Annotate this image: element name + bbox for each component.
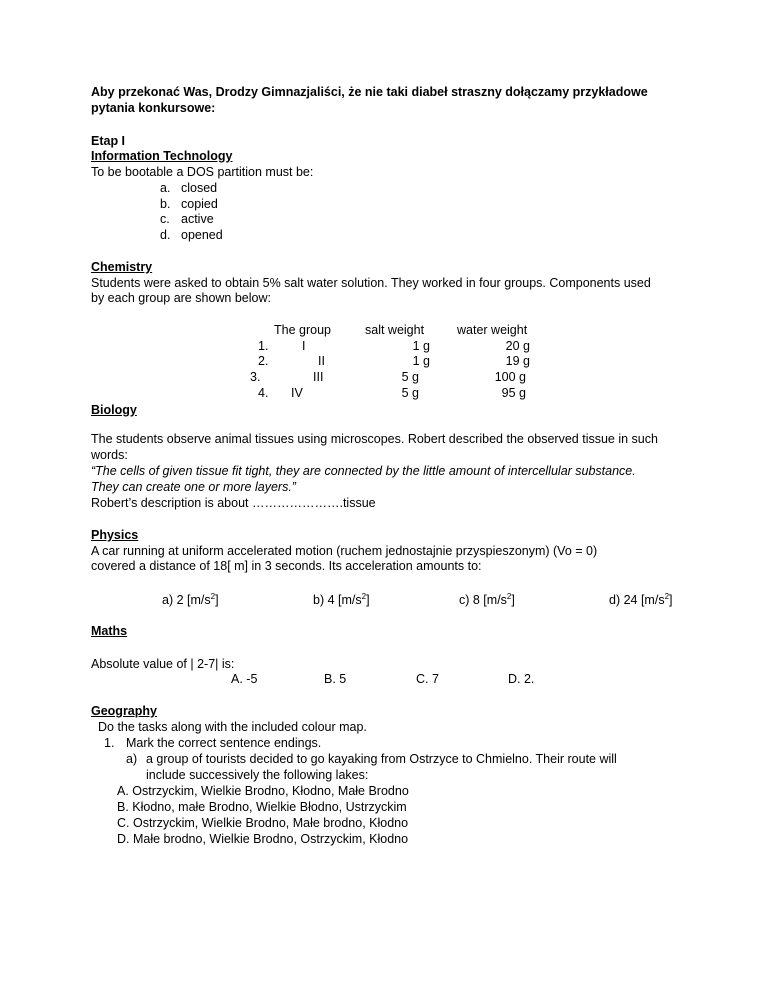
it-option-letter: c.: [160, 212, 170, 226]
maths-question: Absolute value of | 2-7| is:: [91, 657, 235, 671]
physics-option-a: a) 2 $[m/s^2]$: [162, 592, 219, 607]
table-row-num: 1.: [258, 339, 269, 353]
biology-line-3: Robert’s description is about ………………….tissue: [91, 496, 376, 510]
table-row-group: II: [318, 354, 325, 368]
geography-task: Mark the correct sentence endings.: [126, 736, 322, 750]
table-row-salt: 5 g: [401, 386, 419, 400]
geography-sub-letter: a): [126, 752, 138, 766]
physics-option-d: d) 24 $[m/s^2]$: [609, 592, 673, 607]
chemistry-heading: Chemistry: [91, 260, 153, 274]
geography-line-1: Do the tasks along with the included colour map.: [98, 720, 367, 734]
it-option-letter: b.: [160, 197, 171, 211]
chemistry-line-2: by each group are shown below:: [91, 291, 271, 305]
maths-option: A. -5: [231, 672, 258, 686]
table-row-water: 100 g: [494, 370, 526, 384]
it-option-letter: d.: [160, 228, 171, 242]
chemistry-line-1: Students were asked to obtain 5% salt water solution. They worked in four groups. Components used: [91, 276, 651, 290]
biology-line-2: words:: [91, 448, 128, 462]
maths-option: C. 7: [416, 672, 439, 686]
table-row-num: 4.: [258, 386, 269, 400]
table-row-num: 3.: [250, 370, 261, 384]
stage-label: Etap I: [91, 134, 126, 148]
geography-option: B. Kłodno, małe Brodno, Wielkie Błodno, Ustrzyckim: [117, 800, 407, 814]
table-row-water: 20 g: [505, 339, 530, 353]
table-row-salt: 1 g: [412, 354, 430, 368]
maths-option: B. 5: [324, 672, 347, 686]
table-row-group: III: [313, 370, 324, 384]
geography-sub-line-2: include successively the following lakes:: [146, 768, 369, 782]
table-row-water: 19 g: [505, 354, 530, 368]
physics-heading: Physics: [91, 528, 139, 542]
geography-sub-line-1: a group of tourists decided to go kayaking from Ostrzyce to Chmielno. Their route will: [146, 752, 617, 766]
biology-quote-1: “The cells of given tissue fit tight, they are connected by the little amount of intercellular substance.: [91, 464, 636, 478]
it-option-text: copied: [181, 197, 218, 211]
intro-line-1: Aby przekonać Was, Drodzy Gimnazjaliści, że nie taki diabeł straszny dołączamy przykładowe: [91, 85, 648, 99]
maths-option: D. 2.: [508, 672, 535, 686]
geography-task-number: 1.: [104, 736, 115, 750]
physics-option-b: b) 4 $[m/s^2]$: [313, 592, 370, 607]
biology-heading: Biology: [91, 403, 137, 417]
table-row-num: 2.: [258, 354, 269, 368]
it-question: To be bootable a DOS partition must be:: [91, 165, 314, 179]
maths-heading: Maths: [91, 624, 128, 638]
it-option-text: opened: [181, 228, 223, 242]
geography-option: A. Ostrzyckim, Wielkie Brodno, Kłodno, Małe Brodno: [117, 784, 409, 798]
table-row-group: I: [302, 339, 306, 353]
it-option-text: closed: [181, 181, 218, 195]
physics-option-c: c) 8 $[m/s^2]$: [459, 592, 515, 607]
geography-option: D. Małe brodno, Wielkie Brodno, Ostrzyckim, Kłodno: [117, 832, 409, 846]
geography-option: C. Ostrzyckim, Wielkie Brodno, Małe brodno, Kłodno: [117, 816, 409, 830]
physics-line-1: A car running at uniform accelerated motion (ruchem jednostajnie przyspieszonym) (Vo = 0): [91, 544, 598, 558]
physics-line-2: covered a distance of 18[ m] in 3 seconds. Its acceleration amounts to:: [91, 559, 482, 573]
table-header-salt: salt weight: [365, 323, 425, 337]
biology-line-1: The students observe animal tissues using microscopes. Robert described the observed tissue in such: [91, 432, 658, 446]
it-heading: Information Technology: [91, 149, 233, 163]
table-row-salt: 5 g: [401, 370, 419, 384]
biology-quote-2: They can create one or more layers.”: [91, 480, 296, 494]
intro-line-2: pytania konkursowe:: [91, 101, 216, 115]
geography-heading: Geography: [91, 704, 157, 718]
table-row-water: 95 g: [501, 386, 526, 400]
table-header-water: water weight: [457, 323, 528, 337]
table-header-group: The group: [274, 323, 331, 337]
it-option-letter: a.: [160, 181, 171, 195]
table-row-group: IV: [291, 386, 303, 400]
it-option-text: active: [181, 212, 214, 226]
table-row-salt: 1 g: [412, 339, 430, 353]
